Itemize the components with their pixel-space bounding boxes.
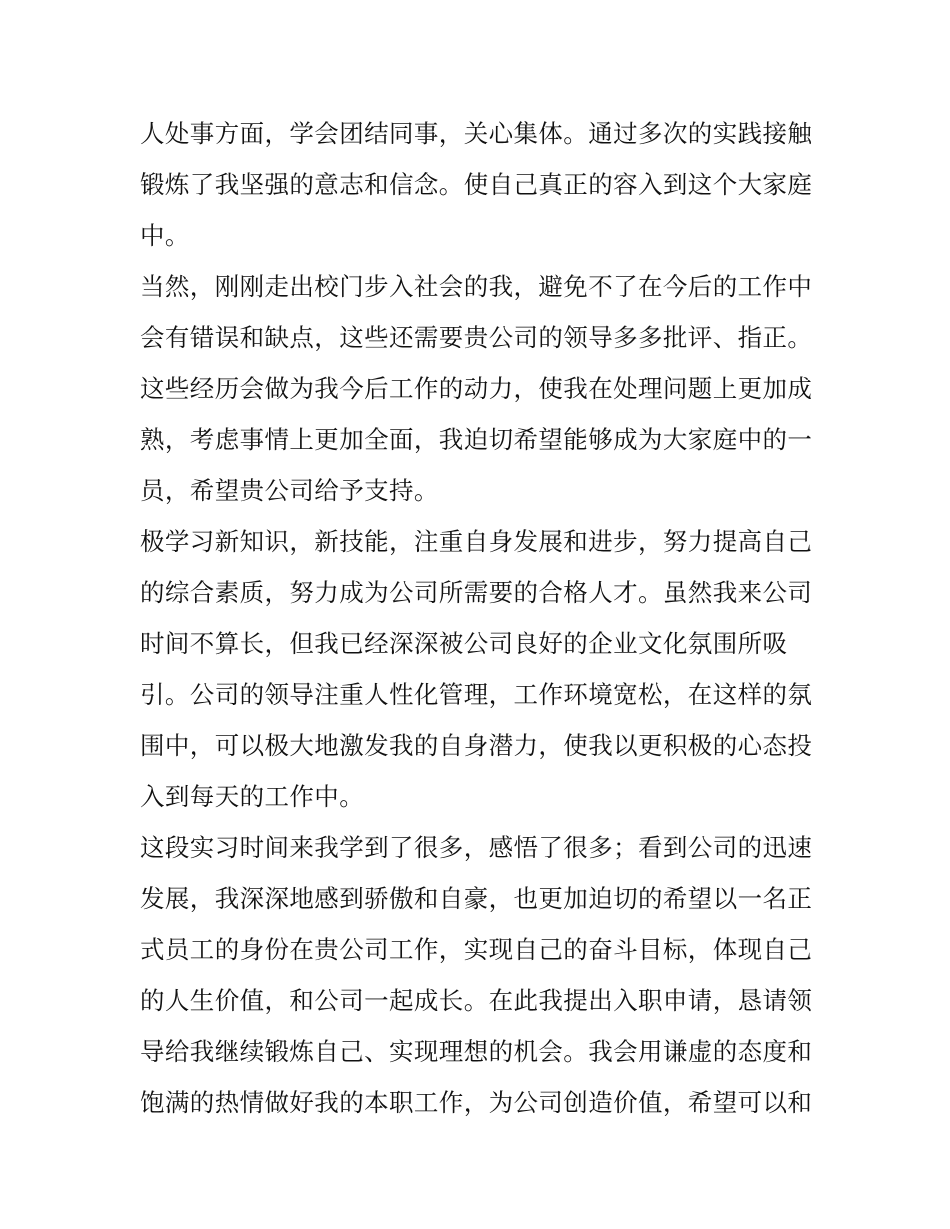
text-line: 会有错误和缺点，这些还需要贵公司的领导多多批评、指正。 bbox=[140, 323, 813, 352]
text-line: 这些经历会做为我今后工作的动力，使我在处理问题上更加成 bbox=[140, 374, 813, 403]
text-line: 时间不算长，但我已经深深被公司良好的企业文化氛围所吸 bbox=[140, 629, 788, 658]
text-line: 饱满的热情做好我的本职工作，为公司创造价值，希望可以和 bbox=[140, 1088, 813, 1117]
text-line: 入到每天的工作中。 bbox=[140, 782, 365, 811]
text-line: 围中，可以极大地激发我的自身潜力，使我以更积极的心态投 bbox=[140, 731, 813, 760]
text-line: 导给我继续锻炼自己、实现理想的机会。我会用谦虚的态度和 bbox=[140, 1037, 813, 1066]
text-line: 的人生价值，和公司一起成长。在此我提出入职申请，恳请领 bbox=[140, 986, 813, 1015]
text-line: 员，希望贵公司给予支持。 bbox=[140, 476, 439, 505]
text-line: 这段实习时间来我学到了很多，感悟了很多；看到公司的迅速 bbox=[140, 833, 813, 862]
text-line: 极学习新知识，新技能，注重自身发展和进步，努力提高自己 bbox=[140, 527, 813, 556]
text-line: 引。公司的领导注重人性化管理，工作环境宽松，在这样的氛 bbox=[140, 680, 813, 709]
text-line: 中。 bbox=[140, 221, 190, 250]
text-line: 式员工的身份在贵公司工作，实现自己的奋斗目标，体现自己 bbox=[140, 935, 813, 964]
text-line: 的综合素质，努力成为公司所需要的合格人才。虽然我来公司 bbox=[140, 578, 813, 607]
text-line: 锻炼了我坚强的意志和信念。使自己真正的容入到这个大家庭 bbox=[140, 170, 813, 199]
text-line: 人处事方面，学会团结同事，关心集体。通过多次的实践接触 bbox=[140, 119, 813, 148]
text-line: 熟，考虑事情上更加全面，我迫切希望能够成为大家庭中的一 bbox=[140, 425, 813, 454]
document-body bbox=[140, 108, 812, 1128]
text-line: 当然，刚刚走出校门步入社会的我，避免不了在今后的工作中 bbox=[140, 272, 813, 301]
text-line: 发展，我深深地感到骄傲和自豪，也更加迫切的希望以一名正 bbox=[140, 884, 813, 913]
